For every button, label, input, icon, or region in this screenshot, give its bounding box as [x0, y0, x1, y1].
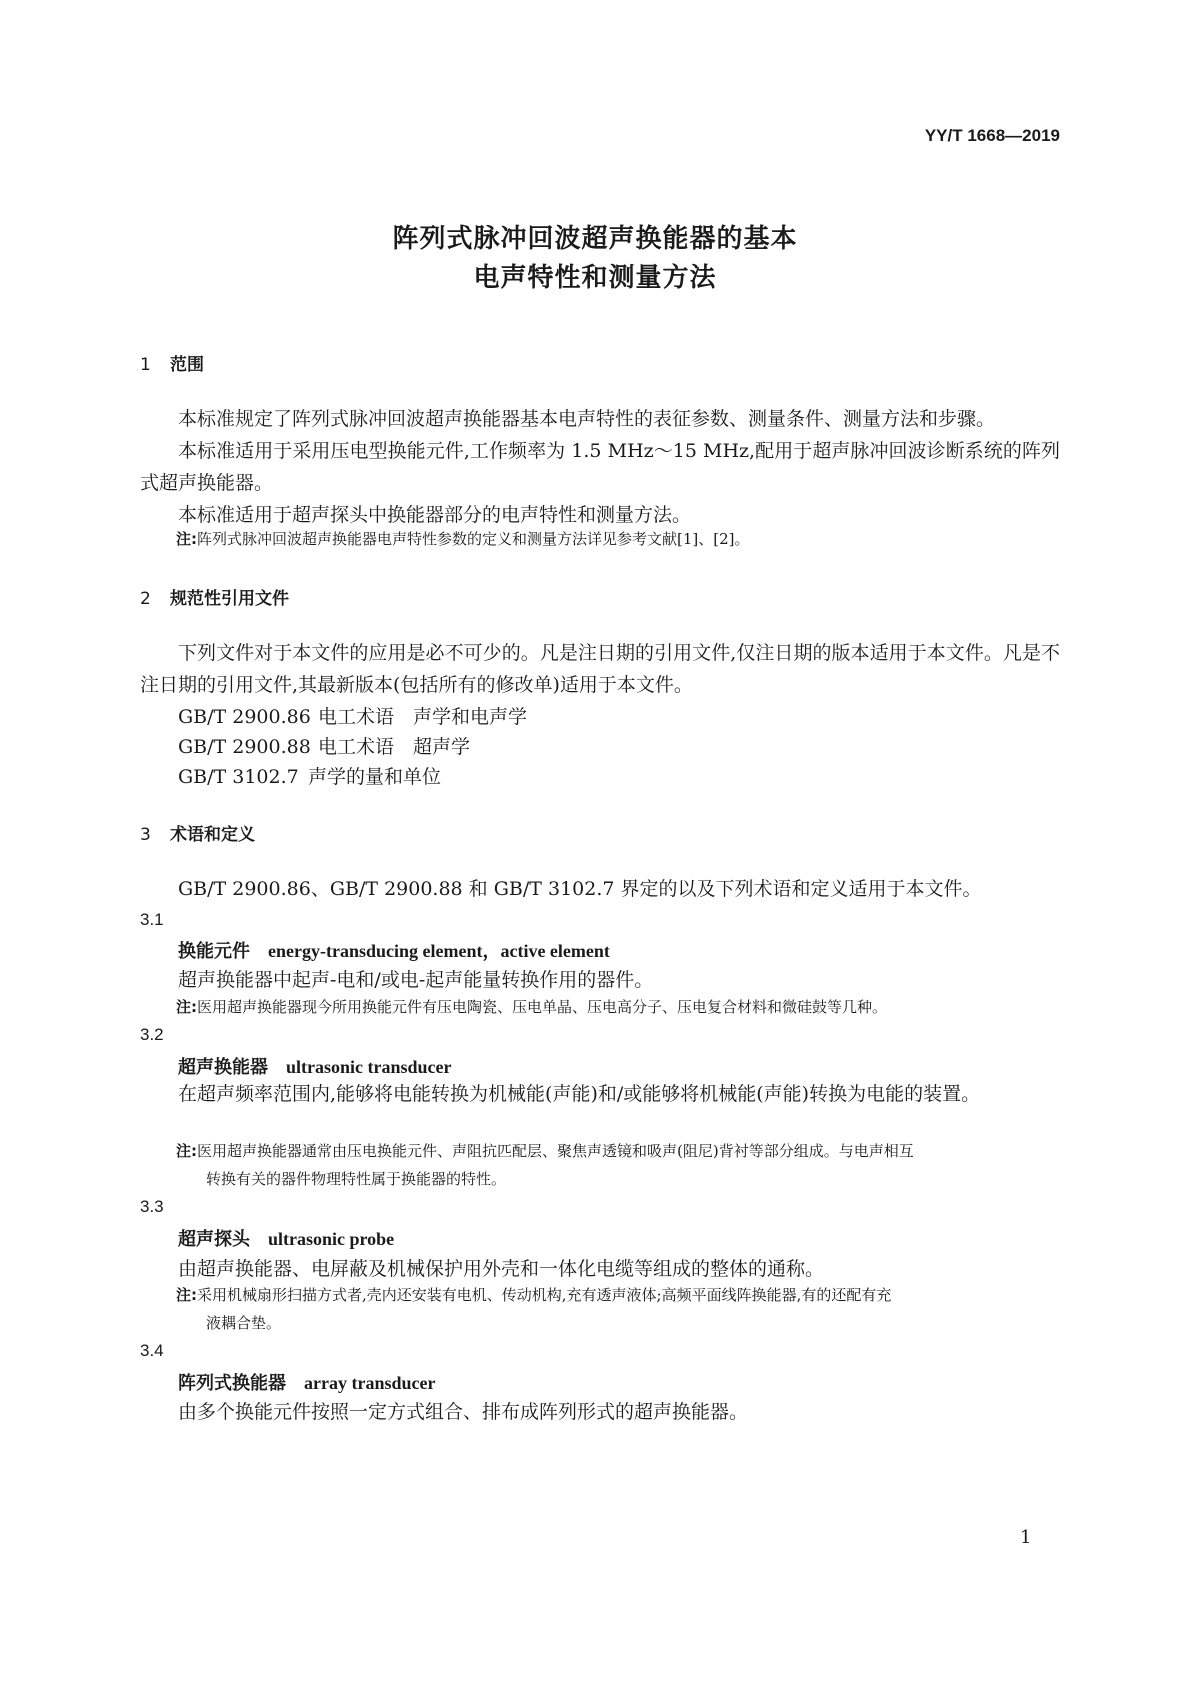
term-en: array transducer: [304, 1373, 436, 1393]
term-en: ultrasonic transducer: [286, 1057, 452, 1077]
term-note: [176, 1138, 1062, 1165]
normative-reference: [178, 732, 470, 759]
term-heading: [178, 1053, 452, 1079]
term-heading: [178, 937, 610, 963]
document-title-line2: 电声特性和测量方法: [473, 263, 717, 293]
term-note: [176, 1282, 1062, 1309]
term-note-continuation: 转换有关的器件物理特性属于换能器的特性。: [206, 1170, 507, 1188]
section-3-intro: GB/T 2900.86、GB/T 2900.88 和 GB/T 3102.7 界定的以及下列术语和定义适用于本文件。: [178, 878, 982, 900]
term-definition: 由多个换能元件按照一定方式组合、排布成阵列形式的超声换能器。: [178, 1401, 749, 1423]
section-number: 2: [140, 589, 151, 609]
section-2-para: 下列文件对于本文件的应用是必不可少的。凡是注日期的引用文件,仅注日期的版本适用于本文件。凡是不注日期的引用文件,其最新版本(包括所有的修改单)适用于本文件。: [140, 642, 1060, 696]
note-text: 阵列式脉冲回波超声换能器电声特性参数的定义和测量方法详见参考文献[1]、[2]。: [197, 530, 750, 548]
reference-code: GB/T 3102.7: [178, 766, 299, 788]
term-en: energy-transducing element，active element: [268, 941, 610, 961]
section-number: 1: [140, 355, 151, 375]
note-label: 注:: [176, 998, 197, 1016]
section-3-heading: [140, 820, 255, 845]
reference-title: 声学的量和单位: [308, 766, 442, 788]
reference-title: 电工术语 超声学: [318, 736, 471, 758]
term-heading: [178, 1369, 435, 1395]
section-1-note: [176, 526, 1062, 553]
term-number: 3.3: [140, 1197, 164, 1216]
page-number: 1: [1020, 1527, 1032, 1548]
term-en: ultrasonic probe: [268, 1229, 395, 1249]
section-1-para3: 本标准适用于超声探头中换能器部分的电声特性和测量方法。: [178, 504, 692, 526]
term-note-continuation: 液耦合垫。: [206, 1314, 282, 1332]
term-zh: 超声换能器: [178, 1057, 268, 1078]
section-1-heading: [140, 350, 204, 375]
note-text: 采用机械扇形扫描方式者,壳内还安装有电机、传动机构,充有透声液体;高频平面线阵换能器,有的还配有充: [197, 1286, 892, 1304]
note-label: 注:: [176, 1286, 197, 1304]
term-note: [176, 994, 1062, 1021]
normative-reference: [178, 762, 441, 789]
reference-code: GB/T 2900.88: [178, 736, 311, 758]
term-zh: 换能元件: [178, 941, 250, 962]
standard-number: YY/T 1668—2019: [924, 126, 1060, 145]
term-zh: 超声探头: [178, 1229, 250, 1250]
term-heading: [178, 1225, 394, 1251]
note-label: 注:: [176, 530, 197, 548]
normative-reference: [178, 702, 527, 729]
term-number: 3.1: [140, 910, 164, 929]
note-text: 医用超声换能器通常由压电换能元件、声阻抗匹配层、聚焦声透镜和吸声(阻尼)背衬等部分组成。与电声相互: [197, 1142, 914, 1160]
section-title: 术语和定义: [170, 825, 255, 845]
term-zh: 阵列式换能器: [178, 1373, 286, 1394]
note-label: 注:: [176, 1142, 197, 1160]
note-text: 医用超声换能器现今所用换能元件有压电陶瓷、压电单晶、压电高分子、压电复合材料和微硅鼓等几种。: [197, 998, 888, 1016]
term-definition: 在超声频率范围内,能够将电能转换为机械能(声能)和/或能够将机械能(声能)转换为电能的装置。: [178, 1083, 981, 1105]
section-1-para2: 本标准适用于采用压电型换能元件,工作频率为 1.5 MHz～15 MHz,配用于超声脉冲回波诊断系统的阵列式超声换能器。: [140, 440, 1060, 494]
reference-title: 电工术语 声学和电声学: [318, 706, 528, 728]
section-1-para1: 本标准规定了阵列式脉冲回波超声换能器基本电声特性的表征参数、测量条件、测量方法和步骤。: [178, 408, 996, 430]
term-definition: 超声换能器中起声-电和/或电-起声能量转换作用的器件。: [178, 969, 654, 991]
term-number: 3.4: [140, 1341, 164, 1360]
reference-code: GB/T 2900.86: [178, 706, 311, 728]
section-2-heading: [140, 584, 289, 609]
section-number: 3: [140, 825, 151, 845]
term-number: 3.2: [140, 1025, 164, 1044]
section-title: 规范性引用文件: [170, 589, 289, 609]
document-title-line1: 阵列式脉冲回波超声换能器的基本: [392, 224, 798, 254]
term-definition: 由超声换能器、电屏蔽及机械保护用外壳和一体化电缆等组成的整体的通称。: [178, 1258, 825, 1280]
section-title: 范围: [170, 355, 204, 375]
